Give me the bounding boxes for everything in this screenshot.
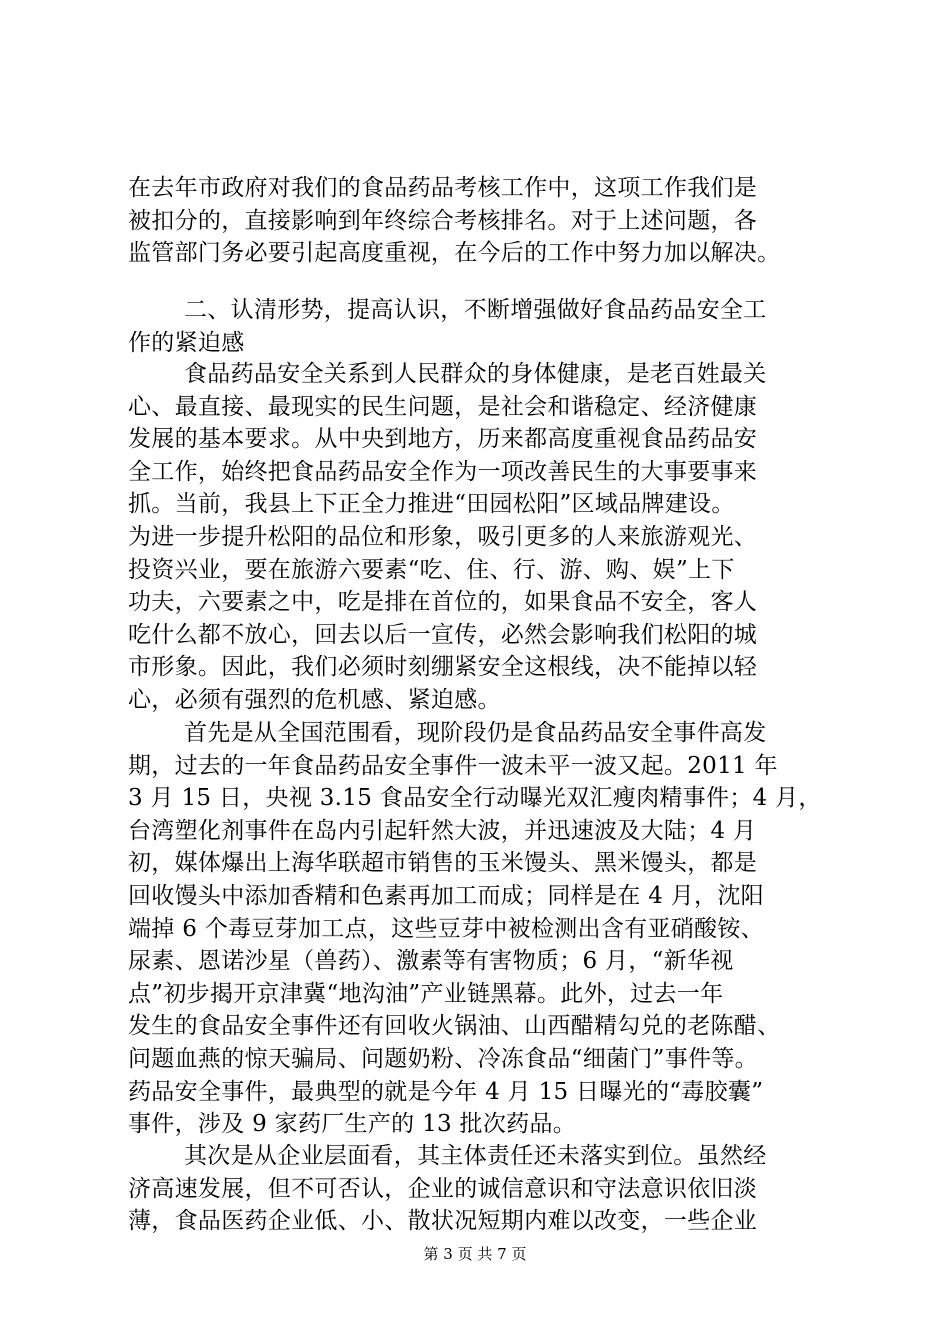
- text-line: 心、最直接、最现实的民生问题，是社会和谐稳定、经济健康: [128, 393, 758, 420]
- text-line: 心，必须有强烈的危机感、紧迫感。: [128, 686, 501, 713]
- text-line: 被扣分的，直接影响到年终综合考核排名。对于上述问题，各: [128, 207, 758, 234]
- page-number-label: 第 3 页 共 7 页: [423, 1245, 527, 1263]
- page-footer: [0, 1244, 950, 1264]
- text-line: 吃什么都不放心，回去以后一宣传，必然会影响我们松阳的城: [128, 621, 758, 648]
- text-line: 抓。当前，我县上下正全力推进“田园松阳”区域品牌建设。: [128, 491, 735, 518]
- heading-line: 作的紧迫感: [128, 329, 245, 356]
- paragraph-2: [128, 717, 853, 1141]
- paragraph-1: [128, 358, 853, 717]
- text-line: 在去年市政府对我们的食品药品考核工作中，这项工作我们是: [128, 175, 758, 201]
- text-line: 食品药品安全关系到人民群众的身体健康，是老百姓最关: [184, 361, 767, 387]
- text-line: 薄，食品医药企业低、小、散状况短期内难以改变，一些企业: [128, 1208, 758, 1235]
- text-line: 发展的基本要求。从中央到地方，历来都高度重视食品药品安: [128, 426, 758, 453]
- text-line: 问题血燕的惊天骗局、问题奶粉、冷冻食品“细菌门”事件等。: [128, 1045, 758, 1072]
- text-line: 初，媒体爆出上海华联超市销售的玉米馒头、黑米馒头，都是: [128, 850, 758, 877]
- text-line: 投资兴业，要在旅游六要素“吃、住、行、游、购、娱”上下: [128, 556, 735, 583]
- text-line: 监管部门务必要引起高度重视，在今后的工作中努力加以解决。: [128, 240, 781, 267]
- text-line: 首先是从全国范围看，现阶段仍是食品药品安全事件高发: [184, 720, 767, 746]
- text-line: 市形象。因此，我们必须时刻绷紧安全这根线，决不能掉以轻: [128, 654, 758, 681]
- text-line: 药品安全事件，最典型的就是今年 4 月 15 日曝光的“毒胶囊”: [128, 1078, 764, 1105]
- text-line: 3 月 15 日，央视 3.15 食品安全行动曝光双汇瘦肉精事件；4 月，: [128, 785, 822, 812]
- text-line: 尿素、恩诺沙星（兽药）、激素等有害物质；6 月，“新华视: [128, 948, 734, 975]
- section-heading: [128, 294, 853, 359]
- text-line: 台湾塑化剂事件在岛内引起轩然大波，并迅速波及大陆；4 月: [128, 817, 757, 844]
- text-line: 事件，涉及 9 家药厂生产的 13 批次药品。: [128, 1111, 577, 1138]
- text-line: 期，过去的一年食品药品安全事件一波未平一波又起。2011 年: [128, 752, 778, 779]
- heading-line: 二、认清形势，提高认识，不断增强做好食品药品安全工: [184, 297, 767, 323]
- text-line: 济高速发展，但不可否认，企业的诚信意识和守法意识依旧淡: [128, 1175, 758, 1202]
- paragraph-top: [128, 172, 853, 270]
- text-line: 功夫，六要素之中，吃是排在首位的，如果食品不安全，客人: [128, 589, 758, 616]
- text-line: 端掉 6 个毒豆芽加工点，这些豆芽中被检测出含有亚硝酸铵、: [128, 915, 764, 942]
- text-line: 其次是从企业层面看，其主体责任还未落实到位。虽然经: [184, 1143, 767, 1169]
- text-line: 点”初步揭开京津冀“地沟油”产业链黑幕。此外，过去一年: [128, 980, 724, 1007]
- text-line: 为进一步提升松阳的品位和形象，吸引更多的人来旅游观光、: [128, 523, 758, 550]
- text-line: 全工作，始终把食品药品安全作为一项改善民生的大事要事来: [128, 458, 758, 485]
- paragraph-3: [128, 1140, 853, 1238]
- text-line: 回收馒头中添加香精和色素再加工而成；同样是在 4 月，沈阳: [128, 882, 764, 909]
- text-line: 发生的食品安全事件还有回收火锅油、山西醋精勾兑的老陈醋、: [128, 1013, 781, 1040]
